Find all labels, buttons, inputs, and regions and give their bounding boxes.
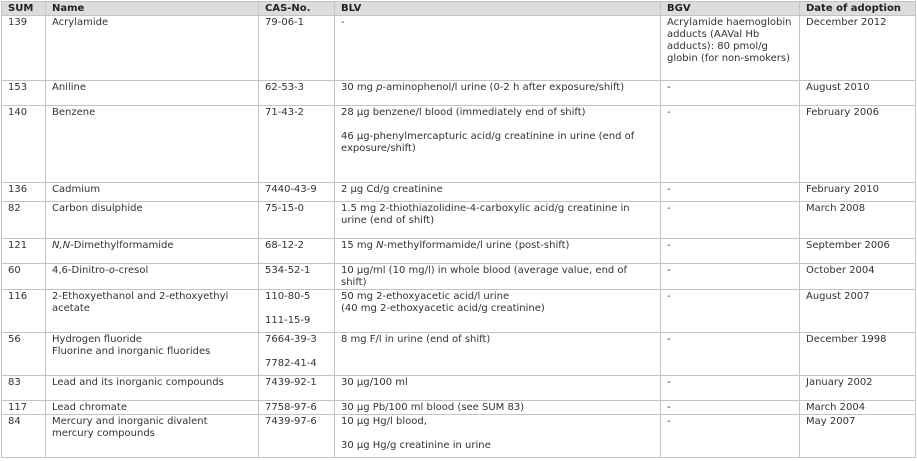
- cell-sum: 140: [2, 106, 46, 183]
- table-row: [2, 81, 916, 106]
- cell-cas: 7439-97-6: [259, 415, 335, 458]
- cell-sum: 84: [2, 415, 46, 458]
- cell-date: August 2007: [800, 290, 916, 333]
- header-cas: CAS-No.: [259, 2, 335, 16]
- table-row: [2, 239, 916, 264]
- cell-name: Benzene: [46, 106, 259, 183]
- cell-cas: 71-43-2: [259, 106, 335, 183]
- header-bgv: BGV: [661, 2, 800, 16]
- cell-name: N,N-Dimethylformamide: [46, 239, 259, 264]
- table-row: [2, 16, 916, 81]
- cell-sum: 56: [2, 333, 46, 376]
- cell-blv: 8 mg F/l in urine (end of shift): [335, 333, 661, 376]
- cell-date: October 2004: [800, 264, 916, 290]
- cell-cas: 7439-92-1: [259, 376, 335, 401]
- cell-blv: 2 µg Cd/g creatinine: [335, 183, 661, 202]
- cell-blv: 28 µg benzene/l blood (immediately end of shift) 46 µg-phenylmercapturic acid/g creatinine in urine (end of exposure/shift): [335, 106, 661, 183]
- cell-cas: 7758-97-6: [259, 401, 335, 415]
- table-row: [2, 415, 916, 458]
- cell-blv: 50 mg 2-ethoxyacetic acid/l urine (40 mg 2-ethoxyacetic acid/g creatinine): [335, 290, 661, 333]
- cell-date: December 1998: [800, 333, 916, 376]
- table-row: [2, 183, 916, 202]
- cell-sum: 136: [2, 183, 46, 202]
- cell-blv: 30 µg Pb/100 ml blood (see SUM 83): [335, 401, 661, 415]
- cell-name: Cadmium: [46, 183, 259, 202]
- cell-bgv: -: [661, 183, 800, 202]
- cell-name: Mercury and inorganic divalent mercury compounds: [46, 415, 259, 458]
- cell-bgv: -: [661, 290, 800, 333]
- cell-bgv: -: [661, 202, 800, 239]
- cell-bgv: -: [661, 401, 800, 415]
- cell-sum: 60: [2, 264, 46, 290]
- cell-date: March 2008: [800, 202, 916, 239]
- cell-sum: 139: [2, 16, 46, 81]
- cell-cas: 62-53-3: [259, 81, 335, 106]
- cell-name: Carbon disulphide: [46, 202, 259, 239]
- table-row: [2, 106, 916, 183]
- cell-name: Aniline: [46, 81, 259, 106]
- cell-bgv: -: [661, 376, 800, 401]
- cell-blv: -: [335, 16, 661, 81]
- cell-cas: 75-15-0: [259, 202, 335, 239]
- cell-blv: 10 µg/ml (10 mg/l) in whole blood (average value, end of shift): [335, 264, 661, 290]
- table-row: [2, 376, 916, 401]
- cell-name: Acrylamide: [46, 16, 259, 81]
- cell-sum: 117: [2, 401, 46, 415]
- cell-date: March 2004: [800, 401, 916, 415]
- cell-blv: 30 µg/100 ml: [335, 376, 661, 401]
- cell-bgv: -: [661, 264, 800, 290]
- table-header-row: [2, 2, 916, 16]
- cell-date: February 2010: [800, 183, 916, 202]
- table-row: [2, 202, 916, 239]
- header-date: Date of adoption: [800, 2, 916, 16]
- table-row: [2, 264, 916, 290]
- cell-bgv: -: [661, 106, 800, 183]
- table-row: [2, 401, 916, 415]
- cell-date: February 2006: [800, 106, 916, 183]
- cell-blv: 15 mg N-methylformamide/l urine (post-shift): [335, 239, 661, 264]
- cell-date: January 2002: [800, 376, 916, 401]
- cell-name: Lead and its inorganic compounds: [46, 376, 259, 401]
- cell-sum: 82: [2, 202, 46, 239]
- header-name: Name: [46, 2, 259, 16]
- cell-blv: 1.5 mg 2-thiothiazolidine-4-carboxylic acid/g creatinine in urine (end of shift): [335, 202, 661, 239]
- cell-date: August 2010: [800, 81, 916, 106]
- cell-cas: 110-80-5 111-15-9: [259, 290, 335, 333]
- cell-name: Lead chromate: [46, 401, 259, 415]
- cell-date: May 2007: [800, 415, 916, 458]
- cell-cas: 79-06-1: [259, 16, 335, 81]
- cell-blv: 30 mg p-aminophenol/l urine (0-2 h after exposure/shift): [335, 81, 661, 106]
- cell-sum: 83: [2, 376, 46, 401]
- table-row: [2, 333, 916, 376]
- cell-bgv: -: [661, 333, 800, 376]
- cell-sum: 116: [2, 290, 46, 333]
- cell-bgv: -: [661, 81, 800, 106]
- cell-cas: 7664-39-3 7782-41-4: [259, 333, 335, 376]
- cell-bgv: -: [661, 239, 800, 264]
- cell-date: September 2006: [800, 239, 916, 264]
- cell-bgv: Acrylamide haemoglobin adducts (AAVal Hb adducts): 80 pmol/g globin (for non-smokers): [661, 16, 800, 81]
- cell-cas: 7440-43-9: [259, 183, 335, 202]
- biological-limit-values-table: [1, 1, 916, 458]
- cell-name: 2-Ethoxyethanol and 2-ethoxyethyl acetate: [46, 290, 259, 333]
- header-sum: SUM: [2, 2, 46, 16]
- table-row: [2, 290, 916, 333]
- cell-date: December 2012: [800, 16, 916, 81]
- header-blv: BLV: [335, 2, 661, 16]
- cell-cas: 68-12-2: [259, 239, 335, 264]
- cell-cas: 534-52-1: [259, 264, 335, 290]
- cell-sum: 153: [2, 81, 46, 106]
- cell-bgv: -: [661, 415, 800, 458]
- cell-blv: 10 µg Hg/l blood, 30 µg Hg/g creatinine in urine: [335, 415, 661, 458]
- cell-sum: 121: [2, 239, 46, 264]
- cell-name: Hydrogen fluoride Fluorine and inorganic fluorides: [46, 333, 259, 376]
- cell-name: 4,6-Dinitro-o-cresol: [46, 264, 259, 290]
